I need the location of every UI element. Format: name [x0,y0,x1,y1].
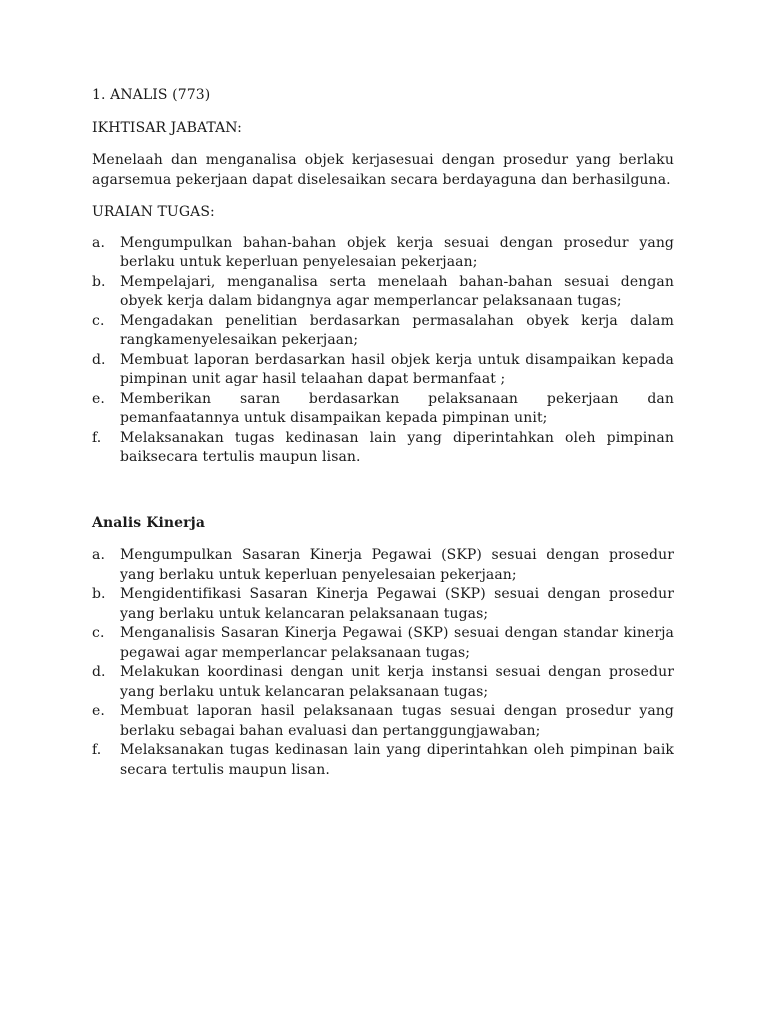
spacer [92,468,674,514]
list-item-text: Menganalisis Sasaran Kinerja Pegawai (SKP) sesuai dengan standar kinerja pegawai agar memperlancar pelaksanaan tugas; [120,625,674,661]
list-marker: a. [92,547,105,563]
ikhtisar-text: Menelaah dan menganalisa objek kerjasesuai dengan prosedur yang berlaku agarsemua pekerjaan dapat diselesaikan secara berdayaguna dan berhasilguna. [92,152,674,188]
list-item-text: Membuat laporan hasil pelaksanaan tugas sesuai dengan prosedur yang berlaku sebagai bahan evaluasi dan pertanggungjawaban; [120,703,674,739]
list-item-text: Melaksanakan tugas kedinasan lain yang diperintahkan oleh pimpinan baiksecara tertulis maupun lisan. [120,429,674,465]
list-marker: d. [92,351,106,368]
list-marker: f. [92,429,102,446]
list-item-text: Melaksanakan tugas kedinasan lain yang diperintahkan oleh pimpinan baik secara tertulis maupun lisan. [120,742,674,778]
uraian-label: URAIAN TUGAS: [92,204,215,220]
uraian-list [92,234,674,468]
list-item-text: Membuat laporan berdasarkan hasil objek kerja untuk disampaikan kepada pimpinan unit agar hasil telaahan dapat bermanfaat ; [120,351,674,387]
list-item [92,585,674,624]
spacer [92,106,674,119]
spacer [92,138,674,151]
list-item [92,390,674,429]
list-marker: d. [92,664,106,680]
ikhtisar-label: IKHTISAR JABATAN: [92,119,242,136]
list-item-text: Mengidentifikasi Sasaran Kinerja Pegawai (SKP) sesuai dengan prosedur yang berlaku untuk kelancaran pelaksanaan tugas; [120,586,674,622]
spacer [92,533,674,546]
list-marker: a. [92,234,105,251]
list-item-text: Melakukan koordinasi dengan unit kerja instansi sesuai dengan prosedur yang berlaku untuk kelancaran pelaksanaan tugas; [120,664,674,700]
list-marker: c. [92,312,105,329]
list-item [92,273,674,312]
list-item [92,429,674,468]
spacer [92,223,674,234]
list-item [92,624,674,663]
list-item-text: Memberikan saran berdasarkan pelaksanaan pekerjaan dan pemanfaatannya untuk disampaikan kepada pimpinan unit; [120,390,674,426]
section-title-kinerja: Analis Kinerja [92,514,205,531]
document-page [92,86,674,780]
list-item-text: Mengumpulkan Sasaran Kinerja Pegawai (SKP) sesuai dengan prosedur yang berlaku untuk keperluan penyelesaian pekerjaan; [120,547,674,583]
list-marker: c. [92,625,105,641]
list-item [92,312,674,351]
kinerja-list [92,546,674,780]
document-heading: 1. ANALIS (773) [92,87,211,103]
list-marker: f. [92,742,102,758]
list-marker: e. [92,390,105,407]
list-item [92,234,674,273]
list-item [92,663,674,702]
list-item-text: Mempelajari, menganalisa serta menelaah bahan-bahan sesuai dengan obyek kerja dalam bidangnya agar memperlancar pelaksanaan tugas; [120,273,674,309]
list-item-text: Mengumpulkan bahan-bahan objek kerja sesuai dengan prosedur yang berlaku untuk keperluan penyelesaian pekerjaan; [120,234,674,270]
list-item [92,351,674,390]
list-item [92,702,674,741]
list-item [92,546,674,585]
list-marker: b. [92,273,106,290]
list-item [92,741,674,780]
spacer [92,190,674,203]
list-marker: b. [92,586,106,602]
list-marker: e. [92,703,105,719]
list-item-text: Mengadakan penelitian berdasarkan permasalahan obyek kerja dalam rangkamenyelesaikan pekerjaan; [120,312,674,348]
